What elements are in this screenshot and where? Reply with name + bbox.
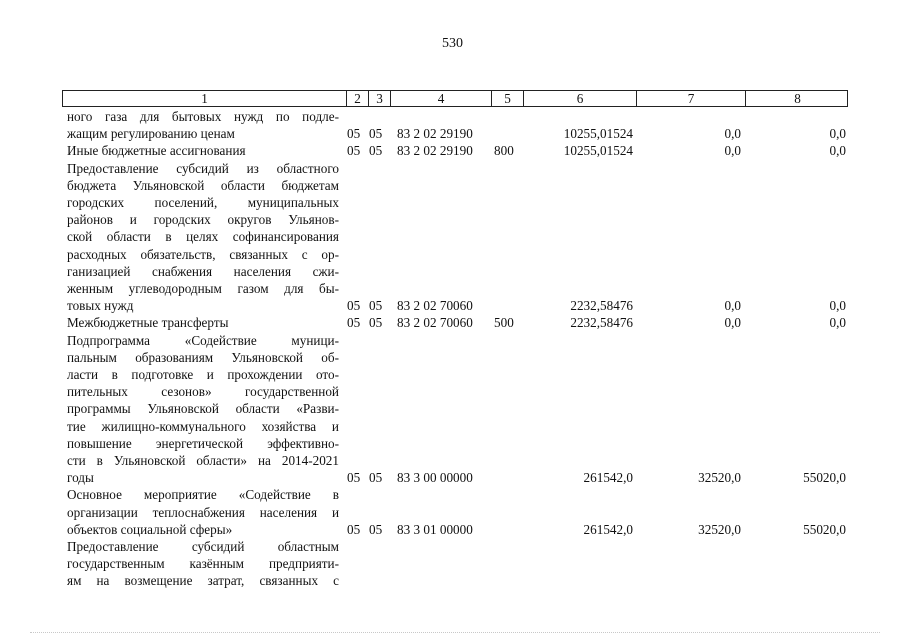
table-row xyxy=(0,504,905,521)
row-description: ганизацией снабжения населения сжи- xyxy=(67,263,339,279)
table-row xyxy=(0,194,905,211)
table-row xyxy=(0,332,905,349)
row-description: сти в Ульяновской области» на 2014-2021 xyxy=(67,453,339,468)
table-row xyxy=(0,177,905,194)
table-row xyxy=(0,142,905,159)
row-c3-value: 05 xyxy=(369,143,383,159)
row-c6-value: 2232,58476 xyxy=(570,298,633,314)
row-description: ской области в целях софинансирования xyxy=(67,229,339,245)
header-col-6: 6 xyxy=(523,91,636,106)
row-description: расходных обязательств, связанных с ор- xyxy=(67,246,339,262)
row-description: тие жилищно-коммунального хозяйства и xyxy=(67,418,339,434)
row-c3-value: 05 xyxy=(369,298,383,314)
row-c3-value: 05 xyxy=(369,126,383,142)
row-c8-value: 0,0 xyxy=(829,315,846,331)
row-description: жащим регулированию ценам xyxy=(67,126,235,142)
table-row xyxy=(0,297,905,314)
row-c7-value: 0,0 xyxy=(724,126,741,142)
row-c7-value: 32520,0 xyxy=(698,470,741,486)
table-row xyxy=(0,572,905,589)
row-c8-value: 0,0 xyxy=(829,126,846,142)
table-row xyxy=(0,349,905,366)
header-col-8: 8 xyxy=(745,91,849,106)
header-col-1: 1 xyxy=(201,91,208,106)
table-row xyxy=(0,263,905,280)
row-c2-value: 05 xyxy=(347,521,361,537)
row-description: Предоставление субсидий из областного xyxy=(67,160,339,176)
row-description: товых нужд xyxy=(67,298,134,314)
row-description: женным углеводородным газом для бы- xyxy=(67,281,339,296)
row-c7-value: 32520,0 xyxy=(698,521,741,537)
row-description: Межбюджетные трансферты xyxy=(67,315,229,331)
row-c5-value: 800 xyxy=(494,143,514,159)
row-c4-value: 83 2 02 29190 xyxy=(397,126,473,142)
row-c3-value: 05 xyxy=(369,315,383,331)
table-row xyxy=(0,555,905,572)
row-description: Основное мероприятие «Содействие в xyxy=(67,487,339,503)
scan-artifact xyxy=(30,632,880,635)
header-col-2: 2 xyxy=(346,91,368,106)
header-col-5: 5 xyxy=(491,91,523,106)
row-c8-value: 55020,0 xyxy=(803,470,846,486)
row-c7-value: 0,0 xyxy=(724,315,741,331)
row-c5-value: 500 xyxy=(494,315,514,331)
header-col-3: 3 xyxy=(368,91,390,106)
table-row xyxy=(0,383,905,400)
row-c7-value: 0,0 xyxy=(724,143,741,159)
table-row xyxy=(0,314,905,331)
row-description: пительных сезонов» государственной xyxy=(67,384,339,400)
row-c2-value: 05 xyxy=(347,298,361,314)
row-c3-value: 05 xyxy=(369,470,383,486)
table-row xyxy=(0,538,905,555)
row-description: организации теплоснабжения населения и xyxy=(67,504,339,520)
table-row xyxy=(0,211,905,228)
row-description: районов и городских округов Ульянов- xyxy=(67,212,339,228)
row-c4-value: 83 2 02 29190 xyxy=(397,143,473,159)
row-c4-value: 83 3 01 00000 xyxy=(397,521,473,537)
table-header xyxy=(62,90,848,107)
row-c8-value: 55020,0 xyxy=(803,521,846,537)
row-c2-value: 05 xyxy=(347,126,361,142)
table-row xyxy=(0,160,905,177)
header-col-4: 4 xyxy=(390,91,491,106)
row-c6-value: 261542,0 xyxy=(583,521,633,537)
row-c2-value: 05 xyxy=(347,143,361,159)
row-description: Иные бюджетные ассигнования xyxy=(67,143,246,159)
row-description: государственным казённым предприяти- xyxy=(67,556,339,572)
table-row xyxy=(0,452,905,469)
row-description: годы xyxy=(67,470,94,486)
table-row xyxy=(0,400,905,417)
row-description: повышение энергетической эффективно- xyxy=(67,435,339,451)
row-c6-value: 10255,01524 xyxy=(563,143,633,159)
row-c6-value: 261542,0 xyxy=(583,470,633,486)
row-description: бюджета Ульяновской области бюджетам xyxy=(67,177,339,193)
table-row xyxy=(0,366,905,383)
row-description: городских поселений, муниципальных xyxy=(67,195,339,210)
row-c4-value: 83 2 02 70060 xyxy=(397,315,473,331)
table-row xyxy=(0,521,905,538)
row-c7-value: 0,0 xyxy=(724,298,741,314)
row-description: ям на возмещение затрат, связанных с xyxy=(67,573,339,589)
header-col-7: 7 xyxy=(636,91,745,106)
row-c4-value: 83 3 00 00000 xyxy=(397,470,473,486)
table-row xyxy=(0,280,905,297)
row-c8-value: 0,0 xyxy=(829,143,846,159)
row-description: пальным образованиям Ульяновской об- xyxy=(67,349,339,365)
row-description: Подпрограмма «Содействие муници- xyxy=(67,332,339,348)
row-c4-value: 83 2 02 70060 xyxy=(397,298,473,314)
table-row xyxy=(0,418,905,435)
row-c6-value: 2232,58476 xyxy=(570,315,633,331)
table-row xyxy=(0,246,905,263)
row-description: Предоставление субсидий областным xyxy=(67,539,339,554)
table-row xyxy=(0,125,905,142)
table-row xyxy=(0,486,905,503)
row-c3-value: 05 xyxy=(369,521,383,537)
table-row xyxy=(0,108,905,125)
row-description: ного газа для бытовых нужд по подле- xyxy=(67,109,339,124)
row-c2-value: 05 xyxy=(347,470,361,486)
table-row xyxy=(0,435,905,452)
table-row xyxy=(0,228,905,245)
row-description: объектов социальной сферы» xyxy=(67,521,233,537)
row-c6-value: 10255,01524 xyxy=(563,126,633,142)
row-description: ласти в подготовке и прохождении ото- xyxy=(67,367,339,382)
page-number: 530 xyxy=(442,36,463,51)
table-row xyxy=(0,469,905,486)
row-c8-value: 0,0 xyxy=(829,298,846,314)
row-c2-value: 05 xyxy=(347,315,361,331)
row-description: программы Ульяновской области «Разви- xyxy=(67,401,339,417)
